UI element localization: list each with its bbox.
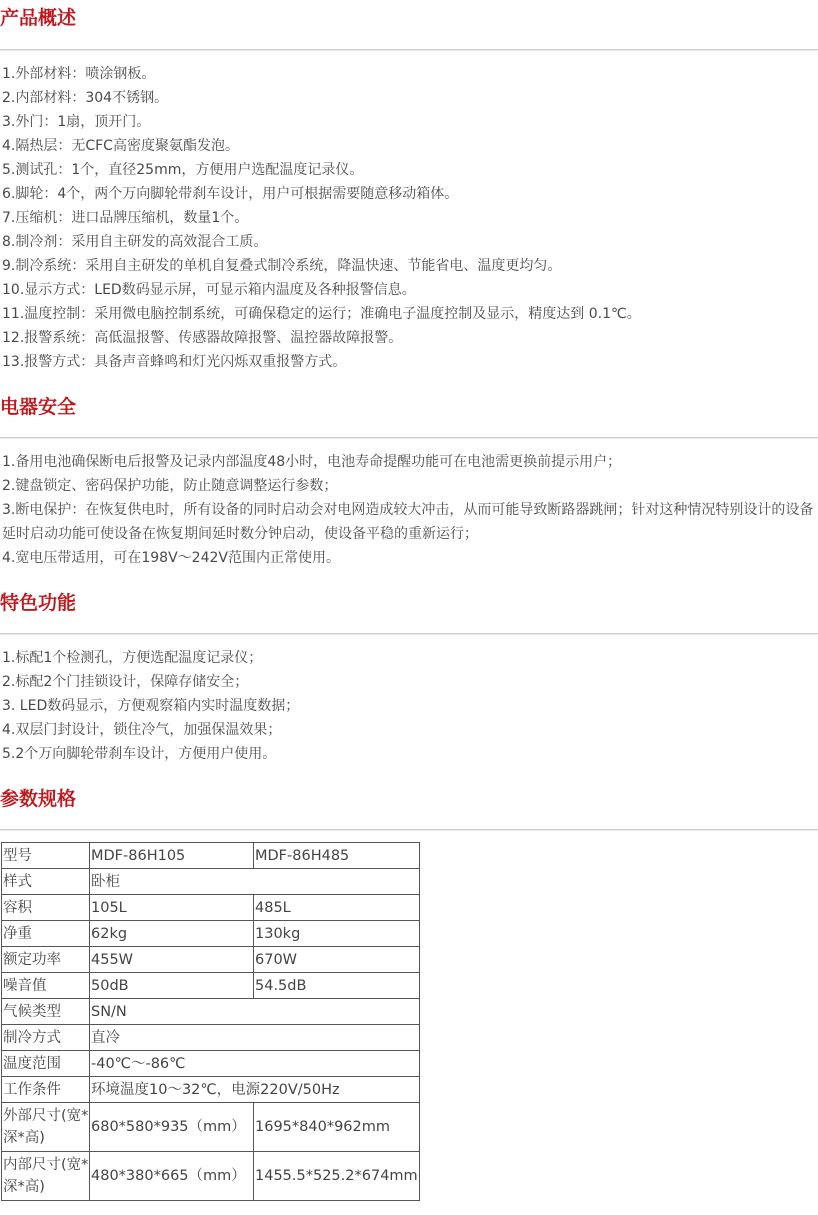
safety-item: 4.宽电压带适用，可在198V～242V范围内正常使用。 (2, 550, 340, 566)
spec-label: 净重 (2, 921, 90, 947)
features-item: 5.2个万向脚轮带刹车设计，方便用户使用。 (2, 746, 277, 762)
spec-value: 455W (90, 947, 254, 973)
spec-value: 环境温度10～32℃，电源220V/50Hz (90, 1077, 420, 1103)
specs-title: 参数规格 (0, 788, 77, 810)
spec-value: 105L (90, 895, 254, 921)
overview-item: 1.外部材料：喷涂钢板。 (2, 66, 156, 82)
spec-row (2, 1103, 420, 1152)
safety-item: 3.断电保护：在恢复供电时，所有设备的同时启动会对电网造成较大冲击，从而可能导致断路器跳闸；针对这种情况特别设计的设备延时启动功能可使设备在恢复期间延时数分钟启动，使设备平稳的重新运行； (2, 502, 814, 542)
spec-row (2, 1077, 420, 1103)
spec-value: 680*580*935（mm） (90, 1103, 254, 1152)
overview-item: 9.制冷系统：采用自主研发的单机自复叠式制冷系统，降温快速、节能省电、温度更均匀。 (2, 258, 562, 274)
spec-row (2, 1025, 420, 1051)
overview-item: 10.显示方式：LED数码显示屏，可显示箱内温度及各种报警信息。 (2, 282, 416, 298)
spec-label: 额定功率 (2, 947, 90, 973)
overview-item: 7.压缩机：进口品牌压缩机，数量1个。 (2, 210, 249, 226)
overview-item: 6.脚轮：4个，两个万向脚轮带刹车设计，用户可根据需要随意移动箱体。 (2, 186, 459, 202)
overview-item: 3.外门：1扇，顶开门。 (2, 114, 151, 130)
safety-title: 电器安全 (0, 396, 77, 418)
spec-row (2, 921, 420, 947)
features-item: 4.双层门封设计，锁住冷气，加强保温效果； (2, 722, 282, 738)
spec-value: 670W (254, 947, 420, 973)
spec-value: MDF-86H485 (254, 843, 420, 869)
overview-item: 12.报警系统：高低温报警、传感器故障报警、温控器故障报警。 (2, 330, 403, 346)
spec-value: 卧柜 (90, 869, 420, 895)
spec-row (2, 869, 420, 895)
spec-value: 1695*840*962mm (254, 1103, 420, 1152)
spec-label: 型号 (2, 843, 90, 869)
spec-value: 1455.5*525.2*674mm (254, 1152, 420, 1201)
features-item: 1.标配1个检测孔，方便选配温度记录仪； (2, 650, 263, 666)
spec-row (2, 895, 420, 921)
spec-label: 温度范围 (2, 1051, 90, 1077)
overview-list (2, 62, 641, 374)
spec-row (2, 947, 420, 973)
features-item: 2.标配2个门挂锁设计，保障存储安全； (2, 674, 249, 690)
safety-list (2, 450, 816, 570)
overview-title: 产品概述 (0, 7, 77, 29)
features-divider (0, 633, 818, 635)
spec-row (2, 843, 420, 869)
specs-divider (0, 829, 818, 831)
overview-item: 2.内部材料：304不锈钢。 (2, 90, 169, 106)
spec-label: 容积 (2, 895, 90, 921)
safety-divider (0, 437, 818, 439)
spec-label: 外部尺寸(宽*深*高) (2, 1103, 90, 1152)
spec-value: SN/N (90, 999, 420, 1025)
spec-value: -40℃～-86℃ (90, 1051, 420, 1077)
spec-row (2, 999, 420, 1025)
spec-value: 直冷 (90, 1025, 420, 1051)
overview-item: 8.制冷剂：采用自主研发的高效混合工质。 (2, 234, 268, 250)
overview-item: 13.报警方式：具备声音蜂鸣和灯光闪烁双重报警方式。 (2, 354, 347, 370)
overview-item: 4.隔热层：无CFC高密度聚氨酯发泡。 (2, 138, 239, 154)
spec-value: 480*380*665（mm） (90, 1152, 254, 1201)
spec-label: 样式 (2, 869, 90, 895)
spec-value: 130kg (254, 921, 420, 947)
features-title: 特色功能 (0, 592, 77, 614)
overview-item: 5.测试孔：1个，直径25mm，方便用户选配温度记录仪。 (2, 162, 364, 178)
overview-divider (0, 49, 818, 51)
features-item: 3. LED数码显示，方便观察箱内实时温度数据； (2, 698, 300, 714)
features-list (2, 646, 299, 766)
spec-label: 制冷方式 (2, 1025, 90, 1051)
spec-label: 气候类型 (2, 999, 90, 1025)
spec-label: 噪音值 (2, 973, 90, 999)
spec-value: 54.5dB (254, 973, 420, 999)
spec-row (2, 973, 420, 999)
safety-item: 2.键盘锁定、密码保护功能，防止随意调整运行参数； (2, 478, 338, 494)
spec-value: 62kg (90, 921, 254, 947)
spec-row (2, 1152, 420, 1201)
spec-table (1, 842, 420, 1201)
spec-value: 485L (254, 895, 420, 921)
spec-value: MDF-86H105 (90, 843, 254, 869)
spec-row (2, 1051, 420, 1077)
spec-value: 50dB (90, 973, 254, 999)
spec-label: 内部尺寸(宽*深*高) (2, 1152, 90, 1201)
safety-item: 1.备用电池确保断电后报警及记录内部温度48小时，电池寿命提醒功能可在电池需更换前提示用户； (2, 454, 622, 470)
overview-item: 11.温度控制：采用微电脑控制系统，可确保稳定的运行；准确电子温度控制及显示，精度达到 0.1℃。 (2, 306, 641, 322)
spec-label: 工作条件 (2, 1077, 90, 1103)
